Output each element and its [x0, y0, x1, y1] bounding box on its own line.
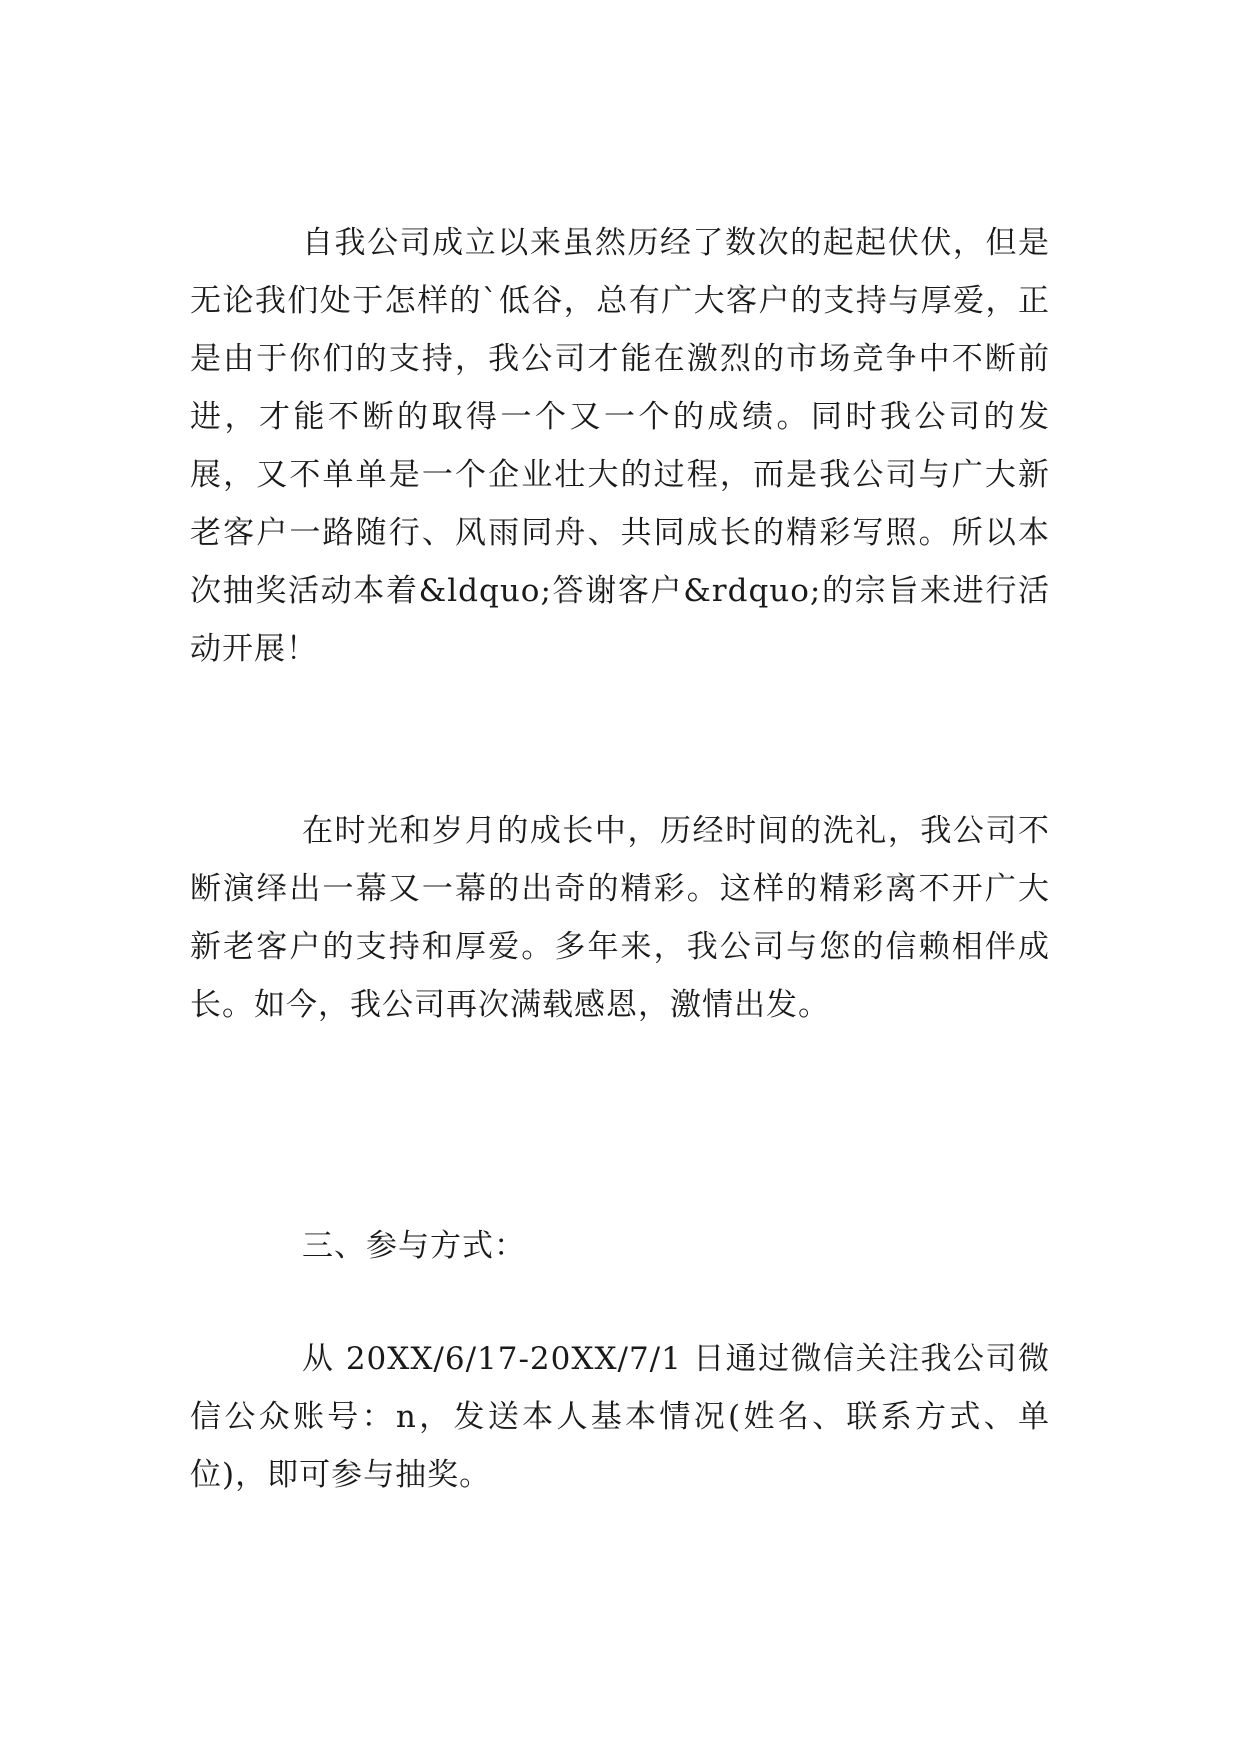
- paragraph-gratitude-intro: 自我公司成立以来虽然历经了数次的起起伏伏，但是无论我们处于怎样的`低谷，总有广大客户的支持与厚爱，正是由于你们的支持，我公司才能在激烈的市场竞争中不断前进，才能不断的取得一个又一个的成绩。同时我公司的发展，又不单单是一个企业壮大的过程，而是我公司与广大新老客户一路随行、风雨同舟、共同成长的精彩写照。所以本次抽奖活动本着&ldquo;答谢客户&rdquo;的宗旨来进行活动开展！: [190, 225, 1050, 667]
- section-heading-participation: 三、参与方式：: [302, 1228, 526, 1264]
- paragraph-participation-method: 从 20XX/6/17-20XX/7/1 日通过微信关注我公司微信公众账号：n，发送本人基本情况(姓名、联系方式、单位)，即可参与抽奖。: [190, 1341, 1050, 1493]
- paragraph-company-growth: 在时光和岁月的成长中，历经时间的洗礼，我公司不断演绎出一幕又一幕的出奇的精彩。这样的精彩离不开广大新老客户的支持和厚爱。多年来，我公司与您的信赖相伴成长。如今，我公司再次满载感恩，激情出发。: [190, 813, 1050, 1023]
